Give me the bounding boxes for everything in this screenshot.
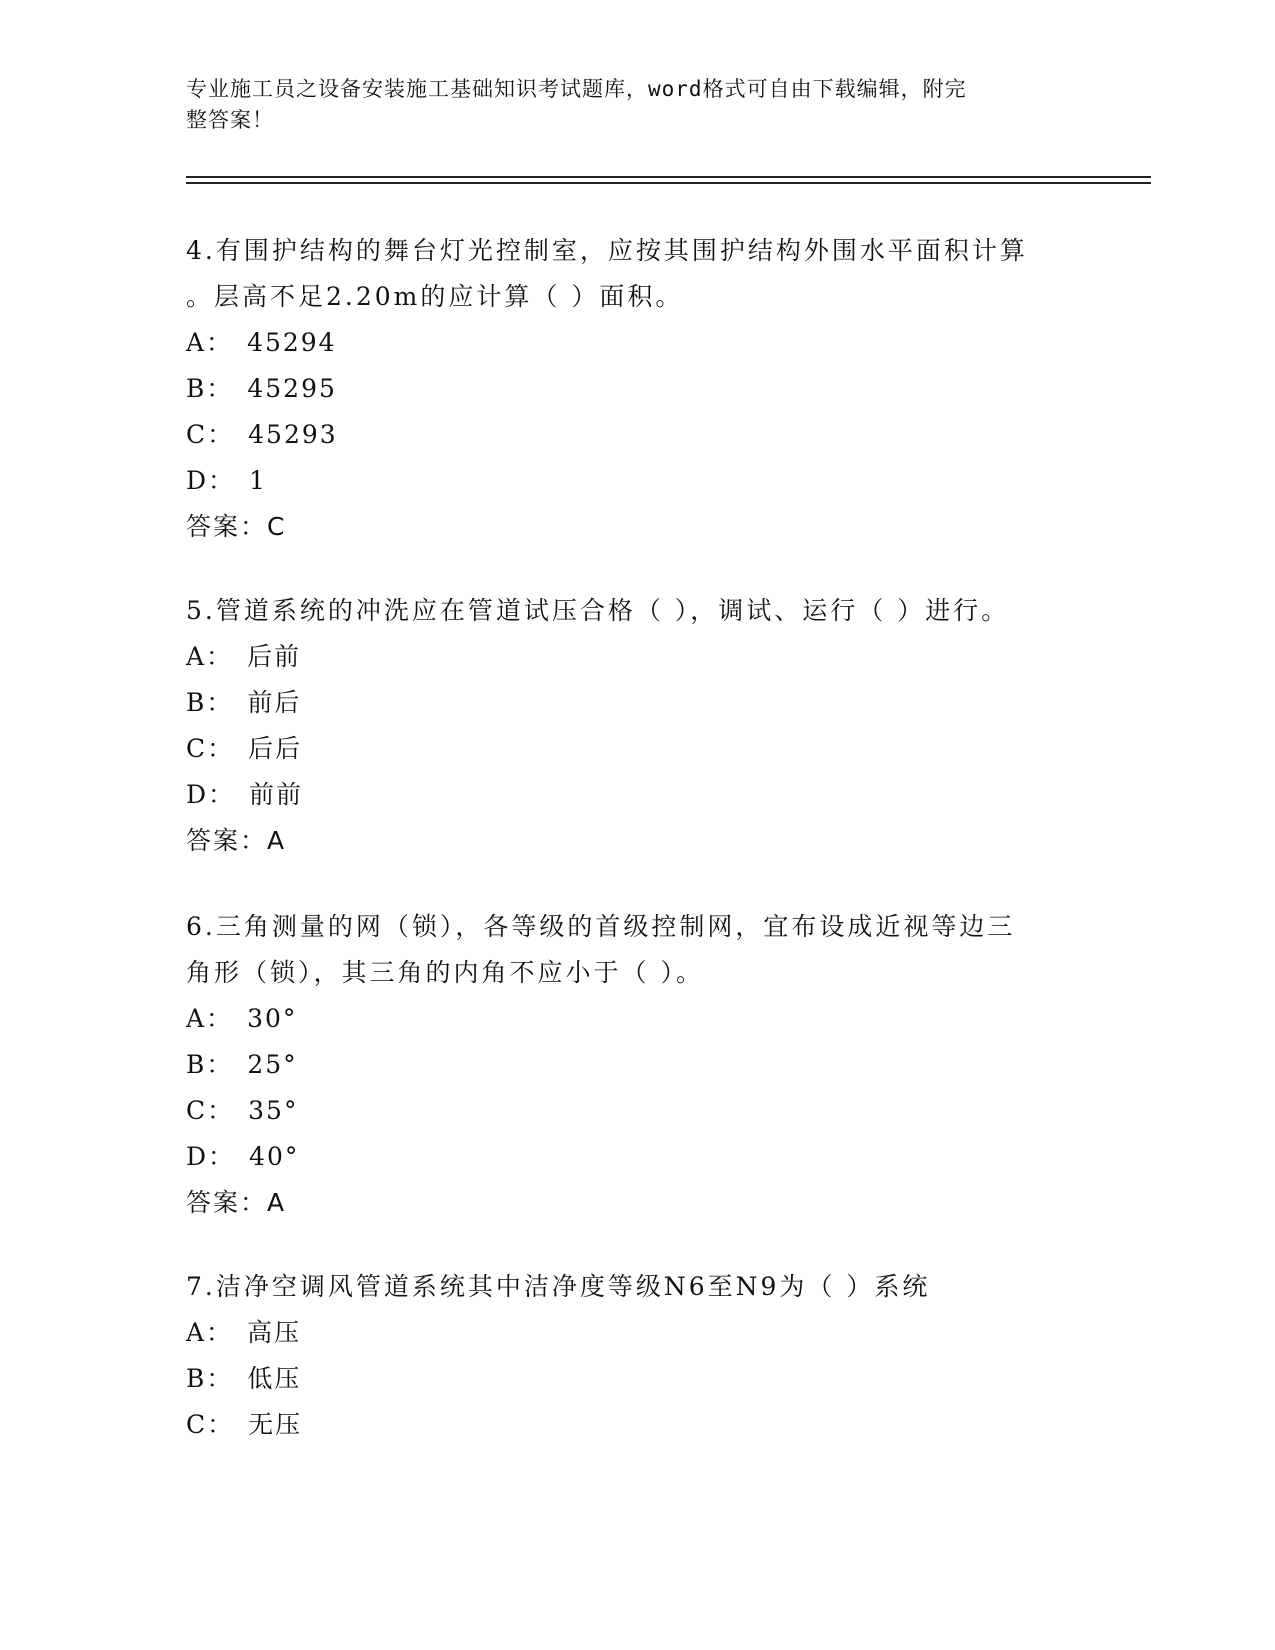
option-letter: A： <box>186 328 234 357</box>
page-header <box>186 74 1066 136</box>
header-divider-top <box>186 176 1151 178</box>
option-letter: C： <box>186 1410 235 1439</box>
option-value: 45295 <box>247 374 337 403</box>
answer-line: 答案：C <box>186 512 287 541</box>
option-value: 30° <box>247 1004 298 1033</box>
question-text-line: 7.洁净空调风管道系统其中洁净度等级N6至N9为（ ）系统 <box>186 1272 931 1301</box>
option-a <box>186 996 1066 1042</box>
option-value: 1 <box>249 466 267 495</box>
option-letter: D： <box>186 466 236 495</box>
option-b <box>186 366 1066 412</box>
option-letter: B： <box>186 374 234 403</box>
option-value: 低压 <box>247 1364 302 1393</box>
option-value: 高压 <box>247 1318 302 1347</box>
option-d <box>186 458 1066 504</box>
option-letter: A： <box>186 1004 234 1033</box>
option-value: 45294 <box>247 328 337 357</box>
option-c <box>186 726 1066 772</box>
option-c <box>186 1088 1066 1134</box>
option-letter: B： <box>186 1364 234 1393</box>
question-6 <box>186 904 1066 1226</box>
option-a <box>186 1310 1066 1356</box>
option-letter: B： <box>186 688 234 717</box>
option-value: 35° <box>248 1096 299 1125</box>
option-d <box>186 1134 1066 1180</box>
option-b <box>186 1356 1066 1402</box>
option-letter: A： <box>186 642 234 671</box>
header-line-2: 整答案！ <box>186 108 274 132</box>
option-value: 前后 <box>247 688 302 717</box>
option-value: 40° <box>249 1142 300 1171</box>
option-b <box>186 680 1066 726</box>
question-7 <box>186 1264 1066 1448</box>
option-d <box>186 772 1066 818</box>
option-letter: B： <box>186 1050 234 1079</box>
question-text-line: 6.三角测量的网（锁），各等级的首级控制网，宜布设成近视等边三 <box>186 912 1016 941</box>
option-b <box>186 1042 1066 1088</box>
answer-line: 答案：A <box>186 1188 287 1217</box>
option-a <box>186 320 1066 366</box>
option-value: 后前 <box>247 642 302 671</box>
option-c <box>186 412 1066 458</box>
option-value: 45293 <box>248 420 338 449</box>
option-letter: C： <box>186 734 235 763</box>
question-text-line: 。层高不足2.20m的应计算（ ）面积。 <box>186 282 684 311</box>
question-text-line: 5.管道系统的冲洗应在管道试压合格（ ），调试、运行（ ）进行。 <box>186 596 1010 625</box>
option-c <box>186 1402 1066 1448</box>
answer-line: 答案：A <box>186 826 287 855</box>
option-value: 25° <box>247 1050 298 1079</box>
question-text-line: 角形（锁），其三角的内角不应小于（ ）。 <box>186 958 704 987</box>
option-letter: D： <box>186 780 236 809</box>
question-5 <box>186 588 1066 864</box>
question-4 <box>186 228 1066 550</box>
option-value: 无压 <box>248 1410 303 1439</box>
header-line-1: 专业施工员之设备安装施工基础知识考试题库，word格式可自由下载编辑，附完 <box>186 77 967 101</box>
option-value: 后后 <box>248 734 303 763</box>
option-letter: C： <box>186 420 235 449</box>
question-text-line: 4.有围护结构的舞台灯光控制室，应按其围护结构外围水平面积计算 <box>186 236 1028 265</box>
header-divider-bottom <box>186 182 1151 184</box>
option-value: 前前 <box>249 780 304 809</box>
option-letter: A： <box>186 1318 234 1347</box>
option-a <box>186 634 1066 680</box>
option-letter: D： <box>186 1142 236 1171</box>
option-letter: C： <box>186 1096 235 1125</box>
